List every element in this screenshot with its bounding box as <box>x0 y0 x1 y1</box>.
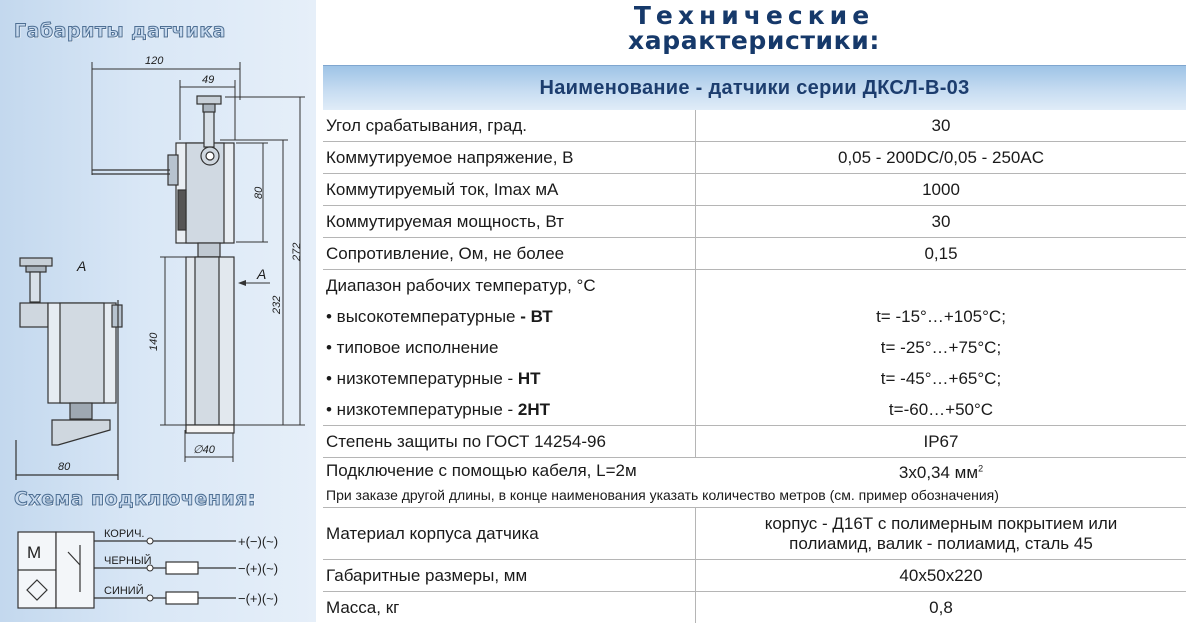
row-name: Подключение с помощью кабеля, L=2м <box>326 461 637 480</box>
dimensions-title: Габариты датчика <box>14 20 226 42</box>
row-value: t= -15°…+105°С; <box>876 306 1006 326</box>
row-value: 0,15 <box>924 243 958 263</box>
row-name: Сопротивление, Ом, не более <box>326 243 565 263</box>
dim-diameter-40: ∅40 <box>193 444 215 456</box>
page-title-line1: Технические <box>633 1 875 30</box>
cable-row <box>323 458 1186 508</box>
page-title-line2: характеристики: <box>628 26 880 55</box>
specs-table <box>323 65 1186 623</box>
wire-brown-polarity: +(−)(~) <box>238 534 279 549</box>
table-row <box>323 110 1186 142</box>
temperature-row <box>323 301 1186 332</box>
wire-black-label: ЧЕРНЫЙ <box>104 555 152 567</box>
row-value: t= -25°…+75°С; <box>880 337 1002 357</box>
row-value: корпус - Д16Т с полимерным покрытием или полиамид, валик - полиамид, сталь 45 <box>764 513 1118 553</box>
row-name: • высокотемпературные - ВТ <box>326 306 553 326</box>
view-a-label: A <box>77 258 87 274</box>
table-row <box>323 174 1186 206</box>
table-row <box>323 560 1186 592</box>
wire-brown-label: КОРИЧ. <box>104 528 145 540</box>
wire-black-polarity: −(+)(~) <box>238 561 279 576</box>
row-name: Коммутируемое напряжение, В <box>326 147 574 167</box>
dim-49: 49 <box>202 74 215 86</box>
row-value: t=-60…+50°С <box>888 399 994 419</box>
dim-80-horizontal: 80 <box>58 461 71 473</box>
temperature-row <box>323 394 1186 426</box>
motor-symbol: M <box>27 543 42 562</box>
row-name: Масса, кг <box>326 597 400 617</box>
specs-table-header: Наименование - датчики серии ДКСЛ-В-03 <box>323 65 1186 110</box>
row-value: 30 <box>931 115 951 135</box>
row-name: • низкотемпературные - НТ <box>326 368 541 388</box>
table-row <box>323 426 1186 458</box>
temperature-row <box>323 332 1186 363</box>
dim-120: 120 <box>145 55 164 67</box>
row-name: Материал корпуса датчика <box>326 523 539 543</box>
row-value: 30 <box>931 211 951 231</box>
row-value: t= -45°…+65°С; <box>880 368 1002 388</box>
row-name: • низкотемпературные - 2НТ <box>326 399 551 419</box>
row-name: Диапазон рабочих температур, °С <box>326 275 596 295</box>
row-value: 1000 <box>922 179 960 199</box>
view-a-arrow-label: A <box>257 266 267 282</box>
table-row <box>323 592 1186 623</box>
row-value: 3x0,34 $мм^2$ <box>898 463 984 482</box>
row-name: Коммутируемая мощность, Вт <box>326 211 564 231</box>
sensor-drawing <box>0 0 316 622</box>
dim-140: 140 <box>148 332 160 351</box>
row-name: Габаритные размеры, мм <box>326 565 528 585</box>
wire-blue-label: СИНИЙ <box>104 585 144 597</box>
table-row <box>323 238 1186 270</box>
table-row <box>323 142 1186 174</box>
dim-80-vertical: 80 <box>253 186 265 199</box>
temperature-row <box>323 363 1186 394</box>
dimensions-panel <box>0 0 316 622</box>
page-title <box>323 3 1185 53</box>
table-row <box>323 508 1186 560</box>
row-value: 0,8 <box>929 597 953 617</box>
row-name: • типовое исполнение <box>326 337 499 357</box>
row-value: IP67 <box>923 431 959 451</box>
wiring-title: Схема подключения: <box>14 488 257 510</box>
cable-note: При заказе другой длины, в конце наименования указать количество метров (см. пример обозначения) <box>326 487 999 503</box>
table-row <box>323 206 1186 238</box>
dim-272: 272 <box>291 242 303 261</box>
row-name: Коммутируемый ток, Imax мА <box>326 179 559 199</box>
row-name: Степень защиты по ГОСТ 14254-96 <box>326 431 606 451</box>
row-value: 40x50x220 <box>899 565 983 585</box>
row-value: 0,05 - 200DC/0,05 - 250AC <box>837 147 1044 167</box>
dim-232: 232 <box>271 295 283 314</box>
row-name: Угол срабатывания, град. <box>326 115 528 135</box>
temperature-title-row <box>323 270 1186 301</box>
wire-blue-polarity: −(+)(~) <box>238 591 279 606</box>
